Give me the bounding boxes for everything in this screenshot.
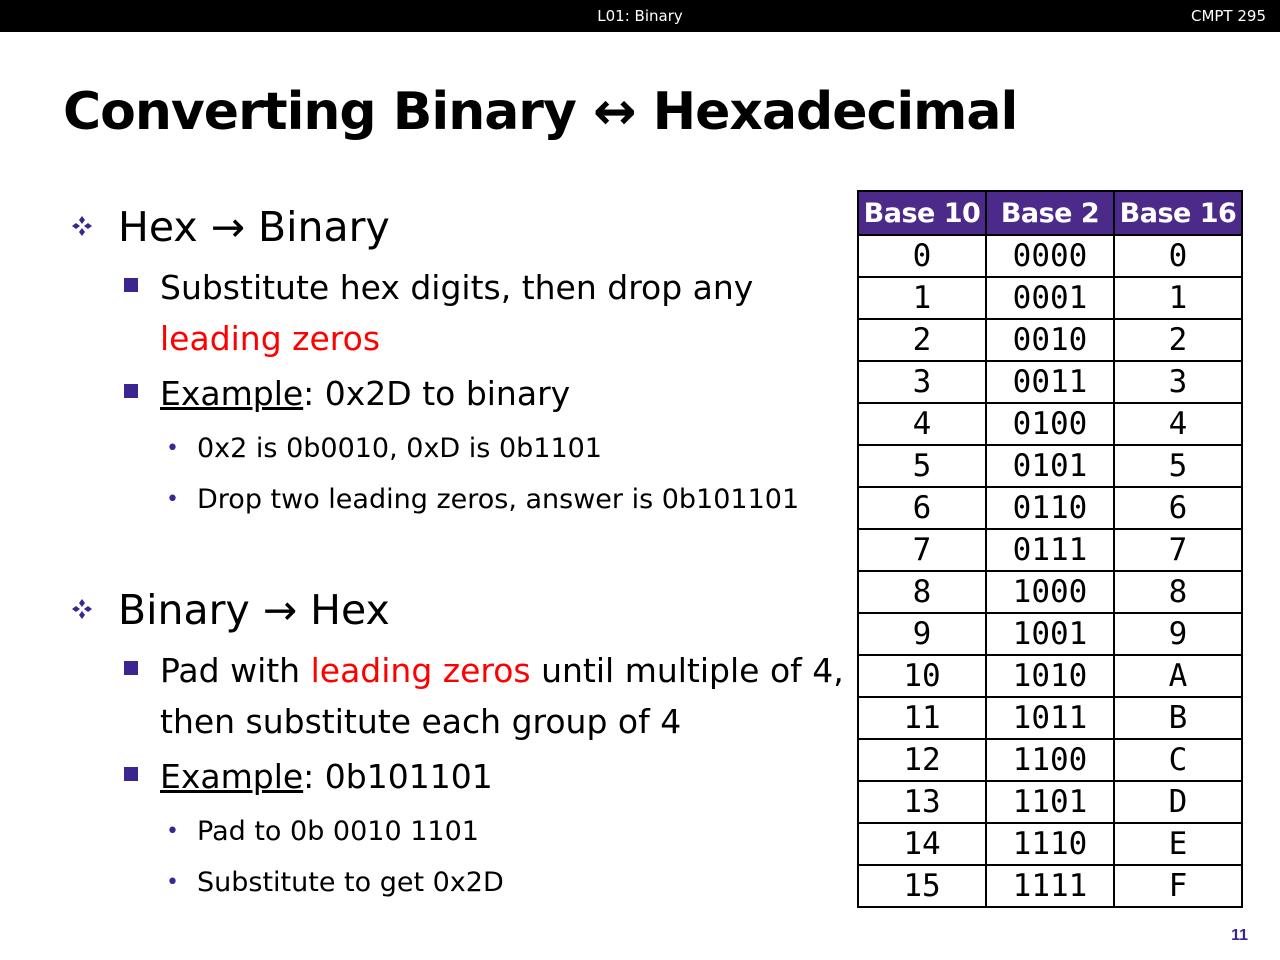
diamond-bullet-icon bbox=[70, 597, 94, 621]
cell-base10: 6 bbox=[858, 487, 986, 529]
table-row bbox=[858, 613, 1242, 655]
cell-base2: 1101 bbox=[986, 781, 1114, 823]
table-row bbox=[858, 487, 1242, 529]
cell-base2: 1001 bbox=[986, 613, 1114, 655]
dot-bullet-icon: • bbox=[166, 870, 179, 895]
square-bullet-icon bbox=[124, 767, 138, 781]
cell-base2: 1010 bbox=[986, 655, 1114, 697]
conversion-table bbox=[857, 190, 1243, 908]
cell-base10: 3 bbox=[858, 361, 986, 403]
table-row bbox=[858, 361, 1242, 403]
cell-base16: 8 bbox=[1114, 571, 1242, 613]
square-bullet-icon bbox=[124, 278, 138, 292]
table-header-row bbox=[858, 191, 1242, 235]
cell-base10: 10 bbox=[858, 655, 986, 697]
cell-base16: F bbox=[1114, 865, 1242, 907]
binary-to-hex-example: Example: 0b101101 bbox=[68, 751, 848, 802]
header-base16: Base 16 bbox=[1114, 191, 1242, 235]
diamond-bullet-icon bbox=[70, 214, 94, 238]
table-row bbox=[858, 529, 1242, 571]
table-row bbox=[858, 277, 1242, 319]
cell-base16: 5 bbox=[1114, 445, 1242, 487]
hex-to-binary-sub1: • 0x2 is 0b0010, 0xD is 0b1101 bbox=[68, 423, 848, 474]
binary-to-hex-sub2: • Substitute to get 0x2D bbox=[68, 857, 848, 908]
cell-base2: 0110 bbox=[986, 487, 1114, 529]
cell-base2: 0010 bbox=[986, 319, 1114, 361]
cell-base10: 14 bbox=[858, 823, 986, 865]
cell-base16: 1 bbox=[1114, 277, 1242, 319]
cell-base10: 15 bbox=[858, 865, 986, 907]
cell-base10: 7 bbox=[858, 529, 986, 571]
hex-to-binary-sub2: • Drop two leading zeros, answer is 0b101101 bbox=[68, 474, 848, 525]
table-row bbox=[858, 235, 1242, 277]
table-row bbox=[858, 445, 1242, 487]
square-bullet-icon bbox=[124, 384, 138, 398]
table-row bbox=[858, 403, 1242, 445]
hex-to-binary-step: Substitute hex digits, then drop any leading zeros bbox=[68, 262, 848, 364]
cell-base10: 13 bbox=[858, 781, 986, 823]
cell-base16: 2 bbox=[1114, 319, 1242, 361]
cell-base10: 4 bbox=[858, 403, 986, 445]
cell-base16: 6 bbox=[1114, 487, 1242, 529]
cell-base16: A bbox=[1114, 655, 1242, 697]
page-number: 11 bbox=[1231, 927, 1248, 944]
cell-base10: 1 bbox=[858, 277, 986, 319]
cell-base2: 0000 bbox=[986, 235, 1114, 277]
hex-to-binary-example: Example: 0x2D to binary bbox=[68, 368, 848, 419]
course-code: CMPT 295 bbox=[1190, 7, 1266, 25]
cell-base16: 7 bbox=[1114, 529, 1242, 571]
cell-base10: 8 bbox=[858, 571, 986, 613]
cell-base2: 0011 bbox=[986, 361, 1114, 403]
cell-base2: 0100 bbox=[986, 403, 1114, 445]
cell-base16: 4 bbox=[1114, 403, 1242, 445]
header-base2: Base 2 bbox=[986, 191, 1114, 235]
table-row bbox=[858, 823, 1242, 865]
dot-bullet-icon: • bbox=[166, 436, 179, 461]
cell-base10: 0 bbox=[858, 235, 986, 277]
binary-to-hex-sub1: • Pad to 0b 0010 1101 bbox=[68, 806, 848, 857]
cell-base10: 12 bbox=[858, 739, 986, 781]
cell-base2: 0001 bbox=[986, 277, 1114, 319]
cell-base16: C bbox=[1114, 739, 1242, 781]
cell-base10: 2 bbox=[858, 319, 986, 361]
cell-base16: 0 bbox=[1114, 235, 1242, 277]
dot-bullet-icon: • bbox=[166, 819, 179, 844]
cell-base16: 9 bbox=[1114, 613, 1242, 655]
binary-to-hex-heading: Binary → Hex bbox=[68, 583, 848, 637]
table-row bbox=[858, 319, 1242, 361]
cell-base2: 1100 bbox=[986, 739, 1114, 781]
leading-zeros-highlight: leading zeros bbox=[310, 651, 531, 690]
table-row bbox=[858, 655, 1242, 697]
cell-base16: E bbox=[1114, 823, 1242, 865]
lecture-label: L01: Binary bbox=[597, 7, 683, 25]
cell-base10: 11 bbox=[858, 697, 986, 739]
slide-title: Converting Binary ↔ Hexadecimal bbox=[63, 82, 1018, 142]
cell-base2: 1000 bbox=[986, 571, 1114, 613]
cell-base16: D bbox=[1114, 781, 1242, 823]
table-row bbox=[858, 697, 1242, 739]
top-bar bbox=[0, 0, 1280, 32]
leading-zeros-highlight: leading zeros bbox=[160, 319, 381, 358]
square-bullet-icon bbox=[124, 661, 138, 675]
cell-base2: 0101 bbox=[986, 445, 1114, 487]
cell-base2: 1111 bbox=[986, 865, 1114, 907]
cell-base10: 5 bbox=[858, 445, 986, 487]
cell-base16: B bbox=[1114, 697, 1242, 739]
dot-bullet-icon: • bbox=[166, 487, 179, 512]
cell-base2: 0111 bbox=[986, 529, 1114, 571]
table-row bbox=[858, 781, 1242, 823]
table-row bbox=[858, 571, 1242, 613]
hex-to-binary-heading: Hex → Binary bbox=[68, 200, 848, 254]
cell-base2: 1011 bbox=[986, 697, 1114, 739]
cell-base16: 3 bbox=[1114, 361, 1242, 403]
header-base10: Base 10 bbox=[858, 191, 986, 235]
cell-base2: 1110 bbox=[986, 823, 1114, 865]
table-row bbox=[858, 739, 1242, 781]
cell-base10: 9 bbox=[858, 613, 986, 655]
slide-content bbox=[68, 200, 848, 908]
table-row bbox=[858, 865, 1242, 907]
binary-to-hex-step: Pad with leading zeros until multiple of 4, then substitute each group of 4 bbox=[68, 645, 848, 747]
